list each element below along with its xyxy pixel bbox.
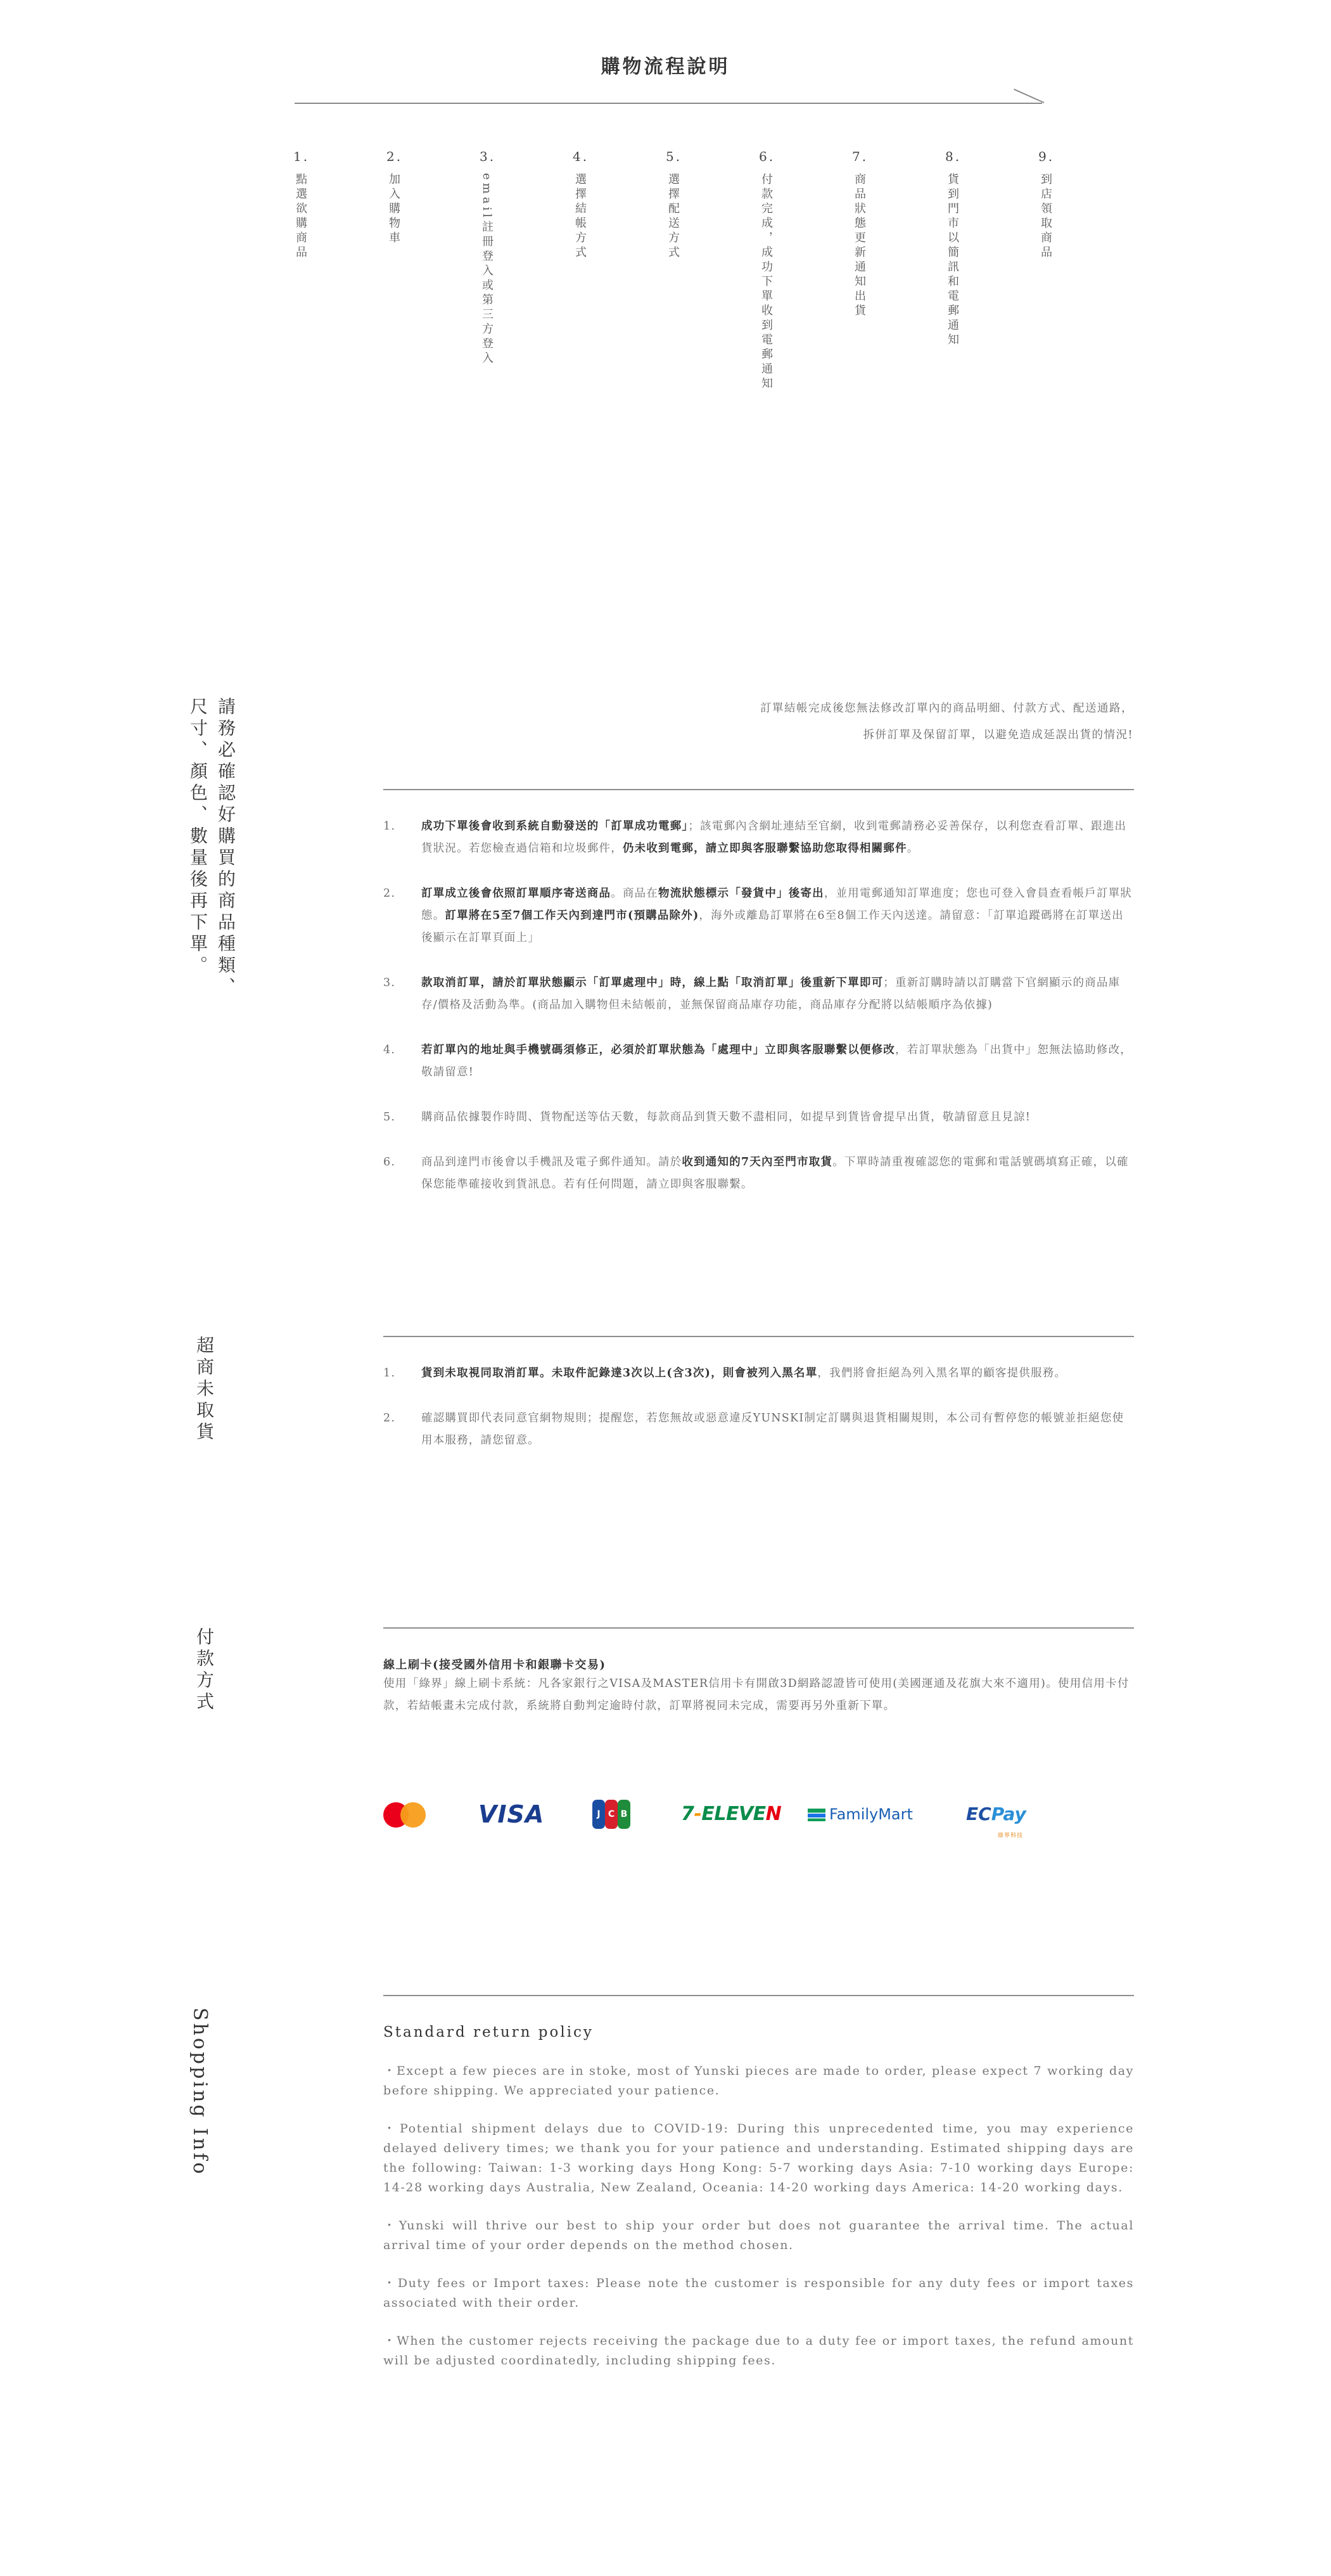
step-label: 商品狀態更新通知出貨 bbox=[853, 173, 866, 319]
rule-text: ，我們將會拒絕為列入黑名單的顧客提供服務。 bbox=[817, 1367, 1067, 1380]
step-label: 付款完成，成功下單收到電郵通知 bbox=[760, 173, 773, 392]
pickup-side-title: 超商未取貨 bbox=[194, 1336, 215, 1444]
list-item bbox=[383, 972, 1134, 1016]
rule-text: 。 bbox=[907, 842, 919, 855]
visa-logo: VISA bbox=[478, 1800, 545, 1828]
list-number: 3. bbox=[383, 977, 396, 989]
jcb-letter-c: C bbox=[605, 1800, 618, 1829]
7-eleven-logo bbox=[681, 1798, 781, 1830]
logo-glyph: - bbox=[694, 1803, 702, 1825]
flow-arrow-tip bbox=[1014, 89, 1044, 103]
order-note-line2: 拆併訂單及保留訂單，以避免造成延誤出貨的情況! bbox=[863, 729, 1133, 741]
rule-emphasis: 若訂單內的地址與手機號碼須修正，必須於訂單狀態為「處理中」立即與客服聯繫以便修改 bbox=[421, 1044, 895, 1056]
flow-divider bbox=[295, 103, 1042, 104]
flow-step bbox=[480, 149, 518, 366]
list-item bbox=[383, 1362, 1134, 1385]
flow-title: 購物流程說明 bbox=[601, 56, 730, 78]
list-number: 6. bbox=[383, 1156, 396, 1169]
flow-step bbox=[386, 149, 424, 246]
logo-glyph: N bbox=[765, 1803, 782, 1825]
step-number: 3. bbox=[480, 149, 496, 164]
step-number: 6. bbox=[759, 149, 775, 164]
jcb-logo bbox=[592, 1800, 630, 1829]
flow-step bbox=[759, 149, 797, 392]
flow-step bbox=[945, 149, 983, 348]
list-item bbox=[383, 1407, 1134, 1452]
rule-emphasis: 訂單成立後會依照訂單順序寄送商品 bbox=[421, 887, 611, 900]
rule-emphasis: 仍未收到電郵，請立即與客服聯繫協助您取得相關郵件 bbox=[622, 842, 907, 855]
logo-glyph: E bbox=[725, 1803, 739, 1825]
step-number: 5. bbox=[666, 149, 682, 164]
jcb-letter-j: J bbox=[592, 1800, 605, 1829]
flow-step bbox=[573, 149, 611, 260]
rule-text: ，海外或離島訂單將在6至8個工作天內送達。請留意：「訂單追蹤碼將在訂單送出後顯示在訂單頁面上」 bbox=[421, 909, 1124, 944]
list-number: 4. bbox=[383, 1044, 396, 1056]
order-rules-list bbox=[383, 816, 1134, 1196]
list-item bbox=[383, 1106, 1134, 1129]
logo-glyph: L bbox=[714, 1803, 726, 1825]
jcb-letter-b: B bbox=[618, 1800, 630, 1829]
ecpay-sub-label: 綠界科技 bbox=[998, 1833, 1024, 1839]
logo-glyph: Pay bbox=[991, 1804, 1026, 1824]
order-note-line1: 訂單結帳完成後您無法修改訂單內的商品明細、付款方式、配送通路， bbox=[760, 702, 1133, 715]
step-label: email註冊登入或第三方登入 bbox=[480, 173, 494, 366]
familymart-logo bbox=[808, 1798, 913, 1830]
rule-text: ，若訂單狀態為「出貨中」恕無法協助修改，敬請留意! bbox=[421, 1044, 1132, 1079]
rule-text: ；該電郵內含網址連結至官網，收到電郵請務必妥善保存，以利您查看訂單、跟進出貨狀況。若您檢查過信箱和垃圾郵件， bbox=[421, 820, 1127, 855]
list-number: 1. bbox=[383, 1367, 396, 1380]
logo-glyph: V bbox=[738, 1803, 753, 1825]
rule-emphasis: 訂單將在5至7個工作天內到達門市(預購品除外) bbox=[445, 909, 699, 922]
mastercard-orange-circle bbox=[400, 1802, 426, 1828]
mastercard-logo bbox=[383, 1798, 431, 1830]
step-number: 2. bbox=[386, 149, 403, 164]
familymart-stripes-icon bbox=[808, 1809, 825, 1821]
step-number: 7. bbox=[852, 149, 869, 164]
shopping-info-side-title: Shopping Info bbox=[189, 2008, 211, 2177]
step-label: 到店領取商品 bbox=[1039, 173, 1052, 260]
logo-glyph: E bbox=[701, 1803, 715, 1825]
rule-emphasis: 物流狀態標示「發貨中」後寄出 bbox=[658, 887, 824, 900]
step-number: 9. bbox=[1038, 149, 1055, 164]
payment-side-title: 付款方式 bbox=[194, 1627, 215, 1714]
rule-text: 。商品在 bbox=[611, 887, 659, 900]
rule-text: ，並用電郵通知訂單進度；您也可登入會員查看帳戶訂單狀態。 bbox=[421, 887, 1133, 922]
list-item: ・When the customer rejects receiving the package due to a duty fee or import taxes, the refund amount will be adjusted coordinatedly, including shipping fees. bbox=[383, 2334, 1134, 2368]
payment-logos bbox=[383, 1798, 1080, 1839]
step-number: 8. bbox=[945, 149, 962, 164]
order-side-title-line2: 尺寸、顏色、數量後再下單。 bbox=[188, 697, 208, 977]
list-number: 2. bbox=[383, 1412, 396, 1425]
step-label: 點選欲購商品 bbox=[294, 173, 307, 260]
ecpay-label: ECPay bbox=[966, 1804, 1026, 1824]
step-label: 選擇結帳方式 bbox=[573, 173, 587, 260]
logo-glyph: 7 bbox=[681, 1803, 694, 1825]
list-item: ・Yunski will thrive our best to ship your order but does not guarantee the arrival time. The actual arrival time of your order depends on the method chosen. bbox=[383, 2219, 1134, 2252]
order-note bbox=[760, 695, 1133, 748]
step-number: 4. bbox=[573, 149, 589, 164]
ecpay-logo bbox=[966, 1798, 1026, 1839]
flow-step bbox=[1038, 149, 1076, 260]
order-side-title-line1: 請務必確認好購買的商品種類、 bbox=[215, 697, 236, 999]
list-item bbox=[383, 1151, 1134, 1196]
rule-text: 確認購買即代表同意官網物規則；提醒您，若您無故或惡意違反YUNSKI制定訂購與退貨相關規則，本公司有暫停您的帳號並拒絕您使用本服務，請您留意。 bbox=[421, 1412, 1124, 1447]
rule-text: ；重新訂購時請以訂購當下官網顯示的商品庫存/價格及活動為準。(商品加入購物但未結帳前，並無保留商品庫存功能，商品庫存分配將以結帳順序為依據) bbox=[421, 977, 1121, 1011]
rule-emphasis: 收到通知的7天內至門市取貨 bbox=[682, 1156, 833, 1169]
rule-text: 商品到達門市後會以手機訊及電子郵件通知。請於 bbox=[421, 1156, 682, 1169]
return-policy-heading: Standard return policy bbox=[383, 2024, 594, 2041]
payment-description: 使用「綠界」線上刷卡系統：凡各家銀行之VISA及MASTER信用卡有開啟3D網路認證皆可使用(美國運通及花旗大來不適用)。使用信用卡付款，若結帳畫未完成付款，系統將自動判定逾時付款，訂單將視同未完成，需要再另外重新下單。 bbox=[383, 1677, 1130, 1712]
list-item: ・Potential shipment delays due to COVID-19: During this unprecedented time, you may experience delayed delivery times; we thank you for your patience and understanding. Estimated shipping days are the following: Taiwan: 1-3 working days Hong Kong: 5-7 working days Asia: 7-10 working days Europe: 14-28 working days Australia, New Zealand, Oceania: 14-20 working days America: 14-20 working days. bbox=[383, 2122, 1134, 2195]
rule-emphasis: 款取消訂單，請於訂單狀態顯示「訂單處理中」時，線上點「取消訂單」後重新下單即可 bbox=[421, 977, 884, 989]
flow-step bbox=[293, 149, 331, 260]
flow-step bbox=[852, 149, 890, 319]
list-number: 1. bbox=[383, 820, 396, 833]
list-item: ・Duty fees or Import taxes: Please note the customer is responsible for any duty fees or import taxes associated with their order. bbox=[383, 2276, 1134, 2310]
step-label: 選擇配送方式 bbox=[666, 173, 680, 260]
rule-emphasis: 成功下單後會收到系統自動發送的「訂單成功電郵」 bbox=[421, 820, 689, 833]
pickup-rules-list bbox=[383, 1362, 1134, 1452]
section-divider bbox=[383, 1336, 1134, 1337]
familymart-label: FamilyMart bbox=[829, 1805, 913, 1823]
list-item: ・Except a few pieces are in stoke, most of Yunski pieces are made to order, please expect 7 working day before shipping. We appreciated your patience. bbox=[383, 2064, 1134, 2098]
list-item bbox=[383, 816, 1134, 860]
list-number: 5. bbox=[383, 1111, 396, 1124]
flow-step bbox=[666, 149, 704, 260]
step-label: 貨到門市以簡訊和電郵通知 bbox=[946, 173, 959, 348]
list-item bbox=[383, 883, 1134, 949]
payment-heading: 線上刷卡(接受國外信用卡和銀聯卡交易) bbox=[383, 1658, 606, 1672]
rule-emphasis: 貨到未取視同取消訂單。未取件記錄達3次以上(含3次)，則會被列入黑名單 bbox=[421, 1367, 818, 1380]
step-label: 加入購物車 bbox=[387, 173, 400, 246]
order-side-title bbox=[184, 697, 239, 999]
logo-glyph: E bbox=[753, 1803, 766, 1825]
rule-text: 。下單時請重複確認您的電郵和電話號碼填寫正確，以確保您能準確接收到貨訊息。若有任何問題，請立即與客服聯繫。 bbox=[421, 1156, 1129, 1191]
shipping-info-list bbox=[383, 2061, 1134, 2389]
rule-text: 購商品依據製作時間、貨物配送等估天數，每款商品到貨天數不盡相同，如提早到貨皆會提早出貨，敬請留意且見諒! bbox=[421, 1111, 1031, 1124]
step-number: 1. bbox=[293, 149, 310, 164]
list-number: 2. bbox=[383, 887, 396, 900]
list-item bbox=[383, 1039, 1134, 1084]
section-divider bbox=[383, 1627, 1134, 1629]
section-divider bbox=[383, 789, 1134, 790]
section-divider bbox=[383, 1995, 1134, 1996]
